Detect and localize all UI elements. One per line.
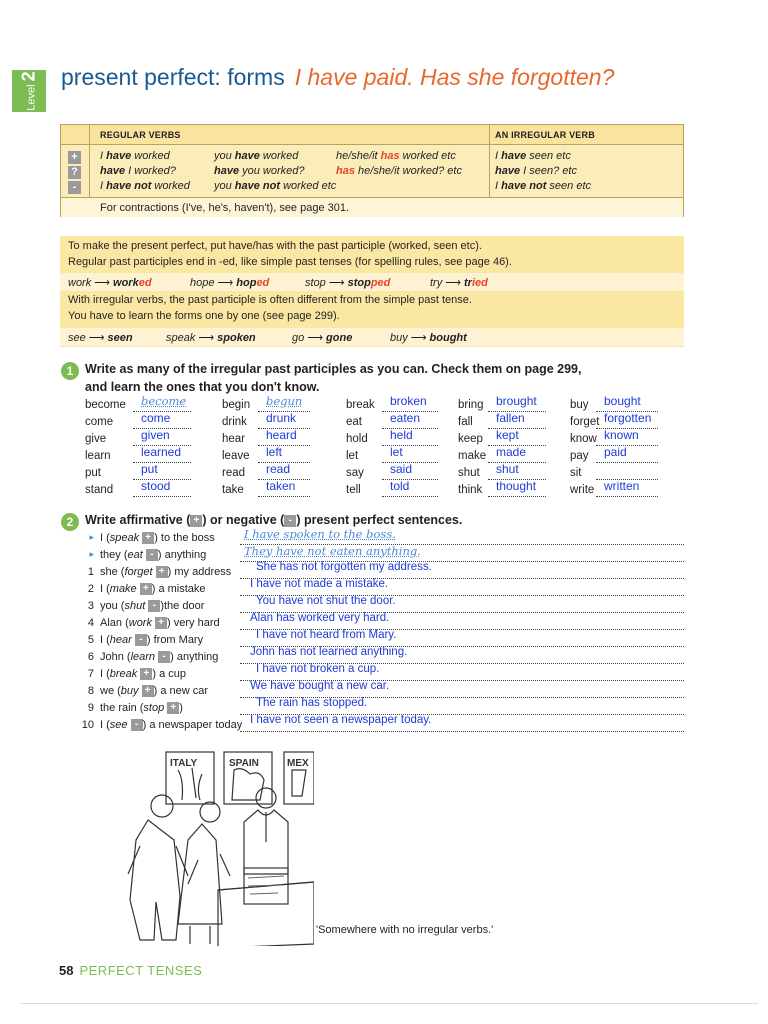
prompt-pre: I ( [100, 583, 110, 595]
exercise-2-instruction [85, 513, 462, 527]
item-number: 6 [87, 651, 94, 663]
sentence-answer: Alan has worked very hard. [250, 612, 390, 624]
sentence-answer: They have not eaten anything. [244, 544, 421, 558]
example-ending: ied [471, 277, 488, 289]
verb-base-form: hold [346, 433, 368, 445]
verb-form-cell [214, 165, 305, 177]
sentence-prompt [87, 668, 187, 680]
participle-answer: come [141, 411, 171, 425]
cell-rest: seen etc [546, 180, 591, 192]
example-base: buy [390, 332, 408, 344]
prompt-pre: the rain ( [100, 702, 144, 714]
verb-base-form: think [458, 484, 483, 496]
verb-base-form: pay [570, 450, 589, 462]
sentence-prompt [87, 634, 204, 646]
example-base: speak [166, 332, 196, 344]
sentence-answer: The rain has stopped. [256, 697, 368, 709]
row-symbol: + [68, 151, 81, 164]
prompt-verb: shut [124, 600, 146, 612]
cell-auxiliary: have [501, 150, 527, 162]
prompt-verb: eat [127, 549, 143, 561]
arrow-icon: ⟶ [198, 332, 215, 344]
verb-form-cell [495, 165, 577, 177]
item-number: 2 [87, 583, 94, 595]
sentence-answer: I have not heard from Mary. [256, 629, 397, 641]
verb-base-form: make [458, 450, 487, 462]
participle-answer: left [266, 445, 283, 459]
cell-prefix: you [214, 180, 235, 192]
participle-answer: become [141, 394, 187, 408]
plus-symbol: + [140, 668, 152, 680]
participle-answer: written [604, 479, 640, 493]
answer-blank[interactable] [596, 462, 658, 463]
cell-auxiliary: have not [234, 180, 281, 192]
verb-base-form: read [222, 467, 246, 479]
plus-symbol: + [140, 583, 152, 595]
verb-base-form: drink [222, 416, 247, 428]
prompt-verb: hear [109, 634, 132, 646]
example-ending: ed [138, 277, 152, 289]
arrow-icon: ⟶ [94, 277, 111, 289]
verb-base-form: learn [85, 450, 111, 462]
prompt-verb: speak [109, 532, 140, 544]
arrow-icon: ⟶ [307, 332, 324, 344]
cell-prefix: I [495, 150, 502, 162]
participle-answer: read [266, 462, 291, 476]
poster-italy-text: ITALY [170, 758, 198, 769]
item-number: 9 [87, 702, 94, 714]
item-number: 5 [87, 634, 94, 646]
prompt-pre: we ( [100, 685, 121, 697]
ex2-head-b: ) or negative ( [202, 513, 285, 527]
sentence-answer: John has not learned anything. [250, 646, 408, 658]
participle-answer: broken [390, 394, 427, 408]
participle-answer: eaten [390, 411, 421, 425]
prompt-verb: break [109, 668, 138, 680]
minus-symbol: - [135, 634, 147, 646]
plus-symbol: + [142, 532, 154, 544]
prompt-post: )the door [160, 600, 205, 612]
rule-line-3: With irregular verbs, the past participle is often different from the simple past tense. [68, 294, 472, 306]
prompt-verb: make [109, 583, 137, 595]
page-title [61, 64, 614, 91]
cell-rest: I seen? etc [520, 165, 577, 177]
sentence-prompt [89, 549, 207, 561]
example-base: go [292, 332, 305, 344]
ex2-head-c: ) present perfect sentences. [296, 513, 463, 527]
sentence-prompt [89, 532, 215, 544]
irregular-example [390, 331, 467, 344]
level-tab [12, 70, 46, 112]
plus-symbol: + [156, 566, 168, 578]
participle-answer: learned [141, 445, 182, 459]
example-ending: ed [256, 277, 270, 289]
prompt-verb: forget [124, 566, 153, 578]
verb-base-form: put [85, 467, 101, 479]
minus-symbol: - [158, 651, 170, 663]
sentence-prompt [81, 719, 243, 731]
prompt-pre: they ( [100, 549, 128, 561]
prompt-post: ) a newspaper today [142, 719, 243, 731]
prompt-post: ) a mistake [151, 583, 206, 595]
prompt-post: ) very hard [167, 617, 220, 629]
participle-answer: forgotten [604, 411, 652, 425]
cartoon-caption: 'Somewhere with no irregular verbs.' [316, 924, 494, 936]
verb-base-form: stand [85, 484, 114, 496]
sentence-answer-blank[interactable] [240, 731, 684, 732]
sentence-answer: I have not made a mistake. [250, 578, 389, 590]
cell-auxiliary: have [100, 165, 126, 177]
cell-prefix: I [100, 180, 107, 192]
sentence-prompt [87, 651, 219, 663]
arrow-icon: ⟶ [217, 277, 234, 289]
participle-answer: told [390, 479, 410, 493]
cell-auxiliary: have [234, 150, 260, 162]
prompt-pre: Alan ( [100, 617, 129, 629]
regular-example [305, 276, 390, 289]
participle-answer: fallen [496, 411, 525, 425]
verb-base-form: sit [570, 467, 582, 479]
example-participle: spoken [217, 332, 256, 344]
verb-base-form: say [346, 467, 364, 479]
title-subtitle: I have paid. Has she forgotten? [294, 64, 615, 90]
participle-answer: kept [496, 428, 519, 442]
regular-example [68, 276, 152, 289]
cartoon-travel-agency [98, 750, 314, 946]
participle-answer: put [141, 462, 158, 476]
prompt-verb: stop [143, 702, 165, 714]
verb-form-cell [495, 150, 571, 162]
cell-prefix: he/she/it [336, 150, 381, 162]
verb-base-form: let [346, 450, 359, 462]
poster-mex-text: MEX [287, 758, 309, 769]
item-number: 10 [81, 719, 94, 731]
header-irregular-verb: AN IRREGULAR VERB [495, 130, 595, 140]
verb-base-form: bring [458, 399, 484, 411]
participle-answer: bought [604, 394, 641, 408]
plus-symbol: + [190, 515, 202, 527]
verb-base-form: come [85, 416, 114, 428]
table-footnote-row [61, 197, 683, 217]
answer-blank[interactable] [133, 496, 191, 497]
verb-base-form: break [346, 399, 375, 411]
verb-base-form: know [570, 433, 597, 445]
prompt-post: ) to the boss [154, 532, 215, 544]
irregular-example [292, 331, 352, 344]
verb-form-cell [100, 150, 170, 162]
participle-answer: held [390, 428, 413, 442]
verb-base-form: give [85, 433, 107, 445]
cell-auxiliary: has [380, 150, 400, 162]
header-regular-verbs: REGULAR VERBS [100, 130, 181, 140]
participle-answer: brought [496, 394, 537, 408]
example-participle: seen [107, 332, 133, 344]
exercise-2-number: 2 [61, 513, 79, 531]
level-word: Level [25, 84, 38, 111]
prompt-verb: buy [120, 685, 139, 697]
example-participle: gone [326, 332, 353, 344]
cell-prefix: you [214, 150, 235, 162]
sentence-answer: We have bought a new car. [250, 680, 390, 692]
plus-symbol: + [142, 685, 154, 697]
item-number: 1 [87, 566, 94, 578]
participle-answer: taken [266, 479, 296, 493]
sentence-prompt [87, 600, 205, 612]
arrow-icon: ⟶ [88, 332, 105, 344]
example-stem: hop [236, 277, 257, 289]
cell-prefix: I [495, 180, 502, 192]
participle-answer: heard [266, 428, 297, 442]
verb-base-form: hear [222, 433, 246, 445]
verb-form-cell [100, 165, 176, 177]
minus-symbol: - [148, 600, 160, 612]
prompt-post: ) anything [170, 651, 219, 663]
irregular-examples-strip [60, 328, 684, 346]
participle-answer: stood [141, 479, 171, 493]
sentence-answer: I have not broken a cup. [256, 663, 380, 675]
prompt-post: ) a cup [152, 668, 187, 680]
sentence-prompt [87, 702, 183, 714]
participle-answer: paid [604, 445, 627, 459]
cell-auxiliary: have not [501, 180, 547, 192]
example-base: hope [190, 277, 215, 289]
prompt-pre: John ( [100, 651, 131, 663]
cell-rest: worked [131, 150, 170, 162]
participle-answer: made [496, 445, 527, 459]
regular-example [190, 276, 269, 289]
arrow-icon: ⟶ [445, 277, 462, 289]
minus-symbol: - [284, 515, 296, 527]
verb-form-cell [336, 165, 462, 177]
sentence-prompt [87, 566, 232, 578]
row-symbol: - [68, 181, 81, 194]
cell-auxiliary: has [336, 165, 355, 177]
rule-line-4: You have to learn the forms one by one (see page 299). [68, 310, 340, 322]
cell-rest: worked etc [280, 180, 337, 192]
prompt-pre: I ( [100, 668, 110, 680]
sentence-prompt [87, 685, 209, 697]
participle-answer: shut [496, 462, 519, 476]
example-base: stop [305, 277, 326, 289]
answer-blank[interactable] [258, 496, 310, 497]
verb-base-form: tell [346, 484, 361, 496]
prompt-verb: learn [130, 651, 156, 663]
prompt-post: ) a new car [153, 685, 209, 697]
example-stem: work [113, 277, 139, 289]
prompt-pre: I ( [100, 634, 110, 646]
answer-blank[interactable] [488, 496, 546, 497]
item-number: 4 [87, 617, 94, 629]
plus-symbol: + [155, 617, 167, 629]
prompt-post: ) anything [157, 549, 207, 561]
cell-rest: I worked? [125, 165, 176, 177]
item-number: 3 [87, 600, 94, 612]
participle-answer: said [390, 462, 413, 476]
prompt-pre: I ( [100, 719, 110, 731]
verb-form-cell [214, 150, 298, 162]
cell-rest: you worked? [239, 165, 305, 177]
answer-blank[interactable] [382, 496, 438, 497]
title-main: present perfect: forms [61, 64, 285, 90]
exercise-1-number: 1 [61, 362, 79, 380]
cell-rest: he/she/it worked? etc [354, 165, 462, 177]
participle-answer: thought [496, 479, 537, 493]
example-stem: stop [347, 277, 371, 289]
sentence-prompt [87, 583, 206, 595]
cell-rest: worked [151, 180, 190, 192]
exercise-1-instruction-2: and learn the ones that you don't know. [85, 380, 320, 394]
prompt-pre: you ( [100, 600, 125, 612]
rule-line-2: Regular past participles end in -ed, like simple past tenses (for spelling rules, see page 46). [68, 256, 512, 268]
ex2-head-a: Write affirmative ( [85, 513, 191, 527]
participle-answer: let [390, 445, 403, 459]
verb-base-form: fall [458, 416, 473, 428]
example-base: try [430, 277, 443, 289]
item-number: ▸ [89, 532, 94, 542]
prompt-pre: she ( [100, 566, 125, 578]
sentence-prompt [87, 617, 220, 629]
item-number: ▸ [89, 549, 94, 559]
regular-example [430, 276, 488, 289]
section-name: PERFECT TENSES [79, 963, 203, 978]
cell-auxiliary: have [106, 150, 132, 162]
prompt-post: ) from Mary [146, 634, 204, 646]
verb-base-form: eat [346, 416, 362, 428]
verb-base-form: keep [458, 433, 483, 445]
participle-answer: known [604, 428, 639, 442]
verb-form-cell [336, 150, 456, 162]
cell-rest: seen etc [526, 150, 571, 162]
irregular-example [166, 331, 256, 344]
answer-blank[interactable] [596, 496, 658, 497]
arrow-icon: ⟶ [328, 277, 345, 289]
irregular-example [68, 331, 133, 344]
cell-auxiliary: have not [106, 180, 152, 192]
verb-base-form: buy [570, 399, 589, 411]
verb-base-form: take [222, 484, 244, 496]
sentence-answer: I have not seen a newspaper today. [250, 714, 432, 726]
verb-base-form: begin [222, 399, 251, 411]
minus-symbol: - [131, 719, 143, 731]
verb-base-form: shut [458, 467, 480, 479]
item-number: 7 [87, 668, 94, 680]
participle-answer: given [141, 428, 170, 442]
row-symbol: ? [68, 166, 81, 179]
prompt-pre: I ( [100, 532, 110, 544]
minus-symbol: - [146, 549, 158, 561]
example-participle: bought [429, 332, 467, 344]
level-number: 2 [18, 71, 39, 82]
participle-answer: drunk [266, 411, 297, 425]
page-footer [59, 963, 202, 978]
verb-form-cell [100, 180, 190, 192]
arrow-icon: ⟶ [410, 332, 427, 344]
example-stem: tr [464, 277, 472, 289]
rules-box [60, 236, 684, 347]
poster-spain-text: SPAIN [229, 758, 259, 769]
verb-base-form: leave [222, 450, 250, 462]
verb-base-form: become [85, 399, 126, 411]
exercise-1-instruction-1: Write as many of the irregular past participles as you can. Check them on page 299, [85, 362, 582, 376]
example-base: see [68, 332, 86, 344]
example-ending: ped [370, 277, 391, 289]
example-base: work [68, 277, 92, 289]
prompt-post: ) my address [167, 566, 232, 578]
verb-base-form: write [570, 484, 595, 496]
verb-forms-table [60, 124, 684, 217]
page-number: 58 [59, 963, 74, 978]
sentence-answer: You have not shut the door. [256, 595, 396, 607]
rule-line-1: To make the present perfect, put have/has with the past participle (worked, seen etc). [68, 240, 482, 252]
contractions-note: For contractions (I've, he's, haven't), see page 301. [100, 202, 350, 214]
verb-form-cell [214, 180, 336, 192]
cell-rest: worked [259, 150, 299, 162]
cell-auxiliary: have [214, 165, 240, 177]
cell-auxiliary: have [495, 165, 521, 177]
sentence-answer: She has not forgotten my address. [256, 561, 432, 573]
cell-prefix: I [100, 150, 107, 162]
item-number: 8 [87, 685, 94, 697]
bottom-rule [20, 1003, 758, 1004]
plus-symbol: + [167, 702, 179, 714]
participle-answer: begun [266, 394, 303, 408]
sentence-answer: I have spoken to the boss. [244, 527, 396, 541]
verb-form-cell [495, 180, 591, 192]
cell-rest: worked etc [399, 150, 456, 162]
prompt-verb: see [109, 719, 128, 731]
prompt-verb: work [128, 617, 152, 629]
prompt-post: ) [179, 702, 183, 714]
verb-base-form: forget [570, 416, 600, 428]
